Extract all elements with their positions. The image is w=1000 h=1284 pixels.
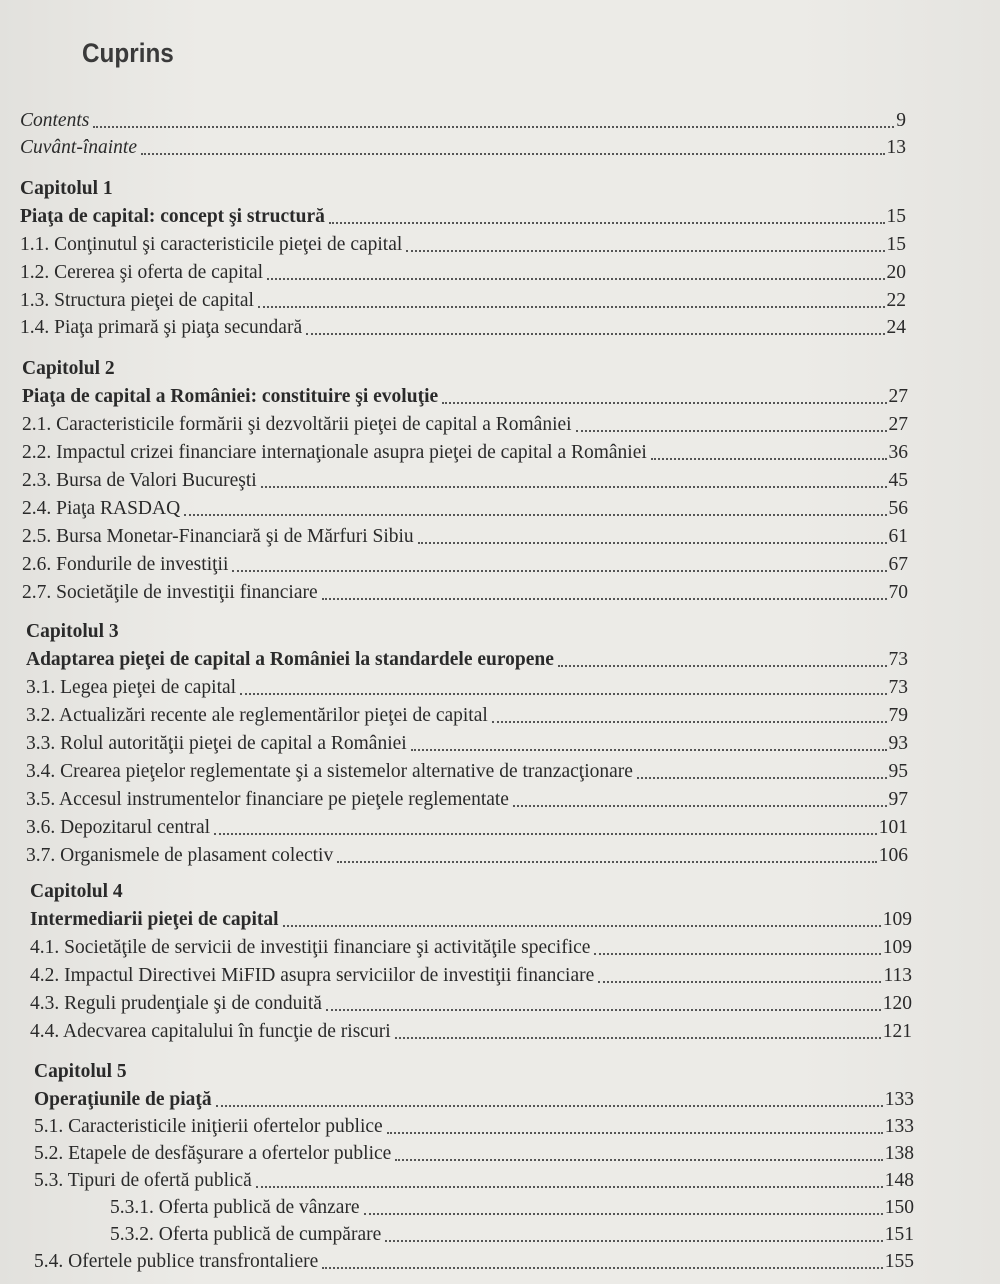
leader-dots [492,721,887,723]
toc-entry-page: 121 [882,1021,912,1042]
chapter-title: Piaţa de capital: concept şi structură [20,206,325,227]
toc-entry-page: 9 [896,110,906,131]
chapter-heading: Capitolul 5 [34,1061,127,1082]
leader-dots [322,1267,883,1269]
toc-entry-page: 27 [888,414,908,435]
leader-dots [216,1105,883,1107]
toc-entry-page: 109 [882,937,912,958]
leader-dots [326,1009,881,1011]
toc-entry-label: 4.2. Impactul Directivei MiFID asupra serviciilor de investiţii financiare [30,965,595,986]
toc-entry-label: 5.1. Caracteristicile iniţierii ofertelor publice [34,1116,383,1137]
leader-dots [232,570,886,572]
leader-dots [411,749,887,751]
leader-dots [364,1213,883,1215]
chapter-page: 15 [886,206,906,227]
toc-entry-page: 148 [884,1170,914,1191]
toc-entry [20,313,906,339]
chapter-title-entry [22,382,908,408]
leader-dots [214,833,877,835]
leader-dots [256,1186,883,1188]
chapter-title: Adaptarea pieţei de capital a României la standardele europene [26,649,554,670]
toc-entry-label: 2.2. Impactul crizei financiare internaţionale asupra pieţei de capital a României [22,442,647,463]
toc-entry-label: 4.1. Societăţile de servicii de investiţii financiare şi activităţile specifice [30,937,591,958]
toc-entry-label: 5.3. Tipuri de ofertă publică [34,1170,252,1191]
chapter-title: Operaţiunile de piaţă [34,1089,212,1110]
toc-entry-label: 1.3. Structura pieţei de capital [20,290,254,311]
leader-dots [576,430,887,432]
toc-entry-label: 2.7. Societăţile de investiţii financiare [22,582,318,603]
chapter-title-entry [26,645,908,671]
leader-dots [442,402,886,404]
toc-entry-label: 5.4. Ofertele publice transfrontaliere [34,1251,319,1272]
toc-entry-label: 4.3. Reguli prudenţiale şi de conduită [30,993,322,1014]
leader-dots [337,861,877,863]
toc-entry-page: 61 [888,526,908,547]
toc-entry-label: 5.3.2. Oferta publică de cumpărare [110,1224,382,1245]
toc-entry-label: 3.6. Depozitarul central [26,817,211,838]
toc-entry-page: 36 [888,442,908,463]
toc-entry [22,522,908,548]
toc-entry-label: 1.4. Piaţa primară şi piaţa secundară [20,317,303,338]
toc-entry-page: 45 [888,470,908,491]
toc-entry [34,1247,914,1273]
toc-entry-page: 151 [884,1224,914,1245]
toc-entry [20,286,906,312]
leader-dots [513,805,887,807]
toc-entry-page: 13 [886,137,906,158]
toc-entry [26,757,908,783]
toc-entry-page: 150 [884,1197,914,1218]
toc-entry-label: 3.1. Legea pieţei de capital [26,677,237,698]
toc-entry-label: Cuvânt-înainte [20,137,137,158]
leader-dots [258,306,885,308]
leader-dots [329,222,885,224]
toc-entry-page: 15 [886,234,906,255]
toc-entry [26,813,908,839]
toc-entry-label: 1.2. Cererea şi oferta de capital [20,262,264,283]
toc-entry-page: 95 [888,761,908,782]
chapter-page: 27 [888,386,908,407]
leader-dots [93,126,894,128]
chapter-page: 109 [882,909,912,930]
toc-entry-page: 106 [878,845,908,866]
chapter-title: Piaţa de capital a României: constituire şi evoluţie [22,386,439,407]
chapter-title-entry [30,905,912,931]
toc-entry-page: 24 [886,317,906,338]
toc-entry-label: 3.2. Actualizări recente ale reglementărilor pieţei de capital [26,705,488,726]
toc-entry [34,1166,914,1192]
toc-entry [26,673,908,699]
toc-entry-label: 2.1. Caracteristicile formării şi dezvoltării pieţei de capital a României [22,414,572,435]
toc-entry-page: 22 [886,290,906,311]
toc-entry-label: 2.4. Piaţa RASDAQ [22,498,181,519]
toc-entry [34,1139,914,1165]
toc-entry-label: 2.6. Fondurile de investiţii [22,554,229,575]
page-title: Cuprins [82,38,174,68]
leader-dots [141,153,885,155]
toc-entry [26,729,908,755]
toc-entry-page: 133 [884,1116,914,1137]
toc-entry-page: 138 [884,1143,914,1164]
leader-dots [594,953,880,955]
toc-entry [20,106,906,132]
chapter-heading: Capitolul 4 [30,881,123,902]
toc-entry [20,230,906,256]
toc-entry-label: 2.5. Bursa Monetar-Financiară şi de Mărfuri Sibiu [22,526,414,547]
toc-entry-page: 97 [888,789,908,810]
toc-entry-page: 67 [888,554,908,575]
toc-entry [30,1017,912,1043]
toc-entry-page: 56 [888,498,908,519]
leader-dots [385,1240,883,1242]
toc-entry-page: 120 [882,993,912,1014]
toc-entry-label: 3.3. Rolul autorităţii pieţei de capital a României [26,733,407,754]
toc-entry-page: 155 [884,1251,914,1272]
toc-entry [22,410,908,436]
leader-dots [322,598,887,600]
toc-entry [22,494,908,520]
leader-dots [240,693,886,695]
chapter-heading: Capitolul 2 [22,358,115,379]
toc-entry-label: 5.2. Etapele de desfăşurare a ofertelor publice [34,1143,392,1164]
toc-entry-label: 4.4. Adecvarea capitalului în funcţie de riscuri [30,1021,391,1042]
toc-entry-page: 70 [888,582,908,603]
toc-entry [30,933,912,959]
leader-dots [306,333,884,335]
toc-entry-page: 79 [888,705,908,726]
leader-dots [651,458,887,460]
toc-entry-page: 73 [888,677,908,698]
toc-entry [26,785,908,811]
toc-entry [26,841,908,867]
toc-entry-label: 1.1. Conţinutul şi caracteristicile pieţei de capital [20,234,403,255]
chapter-page: 133 [884,1089,914,1110]
toc-entry-page: 20 [886,262,906,283]
chapter-title: Intermediarii pieţei de capital [30,909,279,930]
leader-dots [395,1159,882,1161]
chapter-heading: Capitolul 3 [26,621,119,642]
chapter-title-entry [20,202,906,228]
toc-entry-label: 3.4. Crearea pieţelor reglementate şi a sistemelor alternative de tranzacţionare [26,761,633,782]
toc-entry [30,961,912,987]
toc-entry-label: 3.7. Organismele de plasament colectiv [26,845,334,866]
leader-dots [406,250,884,252]
toc-entry [26,701,908,727]
toc-entry-page: 101 [878,817,908,838]
toc-entry-page: 93 [888,733,908,754]
leader-dots [283,925,881,927]
leader-dots [387,1132,883,1134]
toc-entry-label: 3.5. Accesul instrumentelor financiare pe pieţele reglementate [26,789,509,810]
toc-entry [22,466,908,492]
leader-dots [558,665,887,667]
leader-dots [637,777,887,779]
toc-entry-label: 2.3. Bursa de Valori Bucureşti [22,470,257,491]
toc-entry [22,550,908,576]
leader-dots [598,981,881,983]
toc-entry [20,133,906,159]
chapter-page: 73 [888,649,908,670]
toc-subentry [110,1220,914,1246]
chapter-heading: Capitolul 1 [20,178,113,199]
leader-dots [261,486,887,488]
leader-dots [184,514,886,516]
leader-dots [267,278,884,280]
toc-entry-label: 5.3.1. Oferta publică de vânzare [110,1197,360,1218]
toc-entry [22,578,908,604]
toc-entry-page: 113 [883,965,912,986]
chapter-title-entry [34,1085,914,1111]
toc-entry [22,438,908,464]
toc-entry [34,1112,914,1138]
toc-subentry [110,1193,914,1219]
leader-dots [395,1037,881,1039]
leader-dots [418,542,887,544]
toc-entry [30,989,912,1015]
toc-entry-label: Contents [20,110,90,131]
toc-entry [20,258,906,284]
